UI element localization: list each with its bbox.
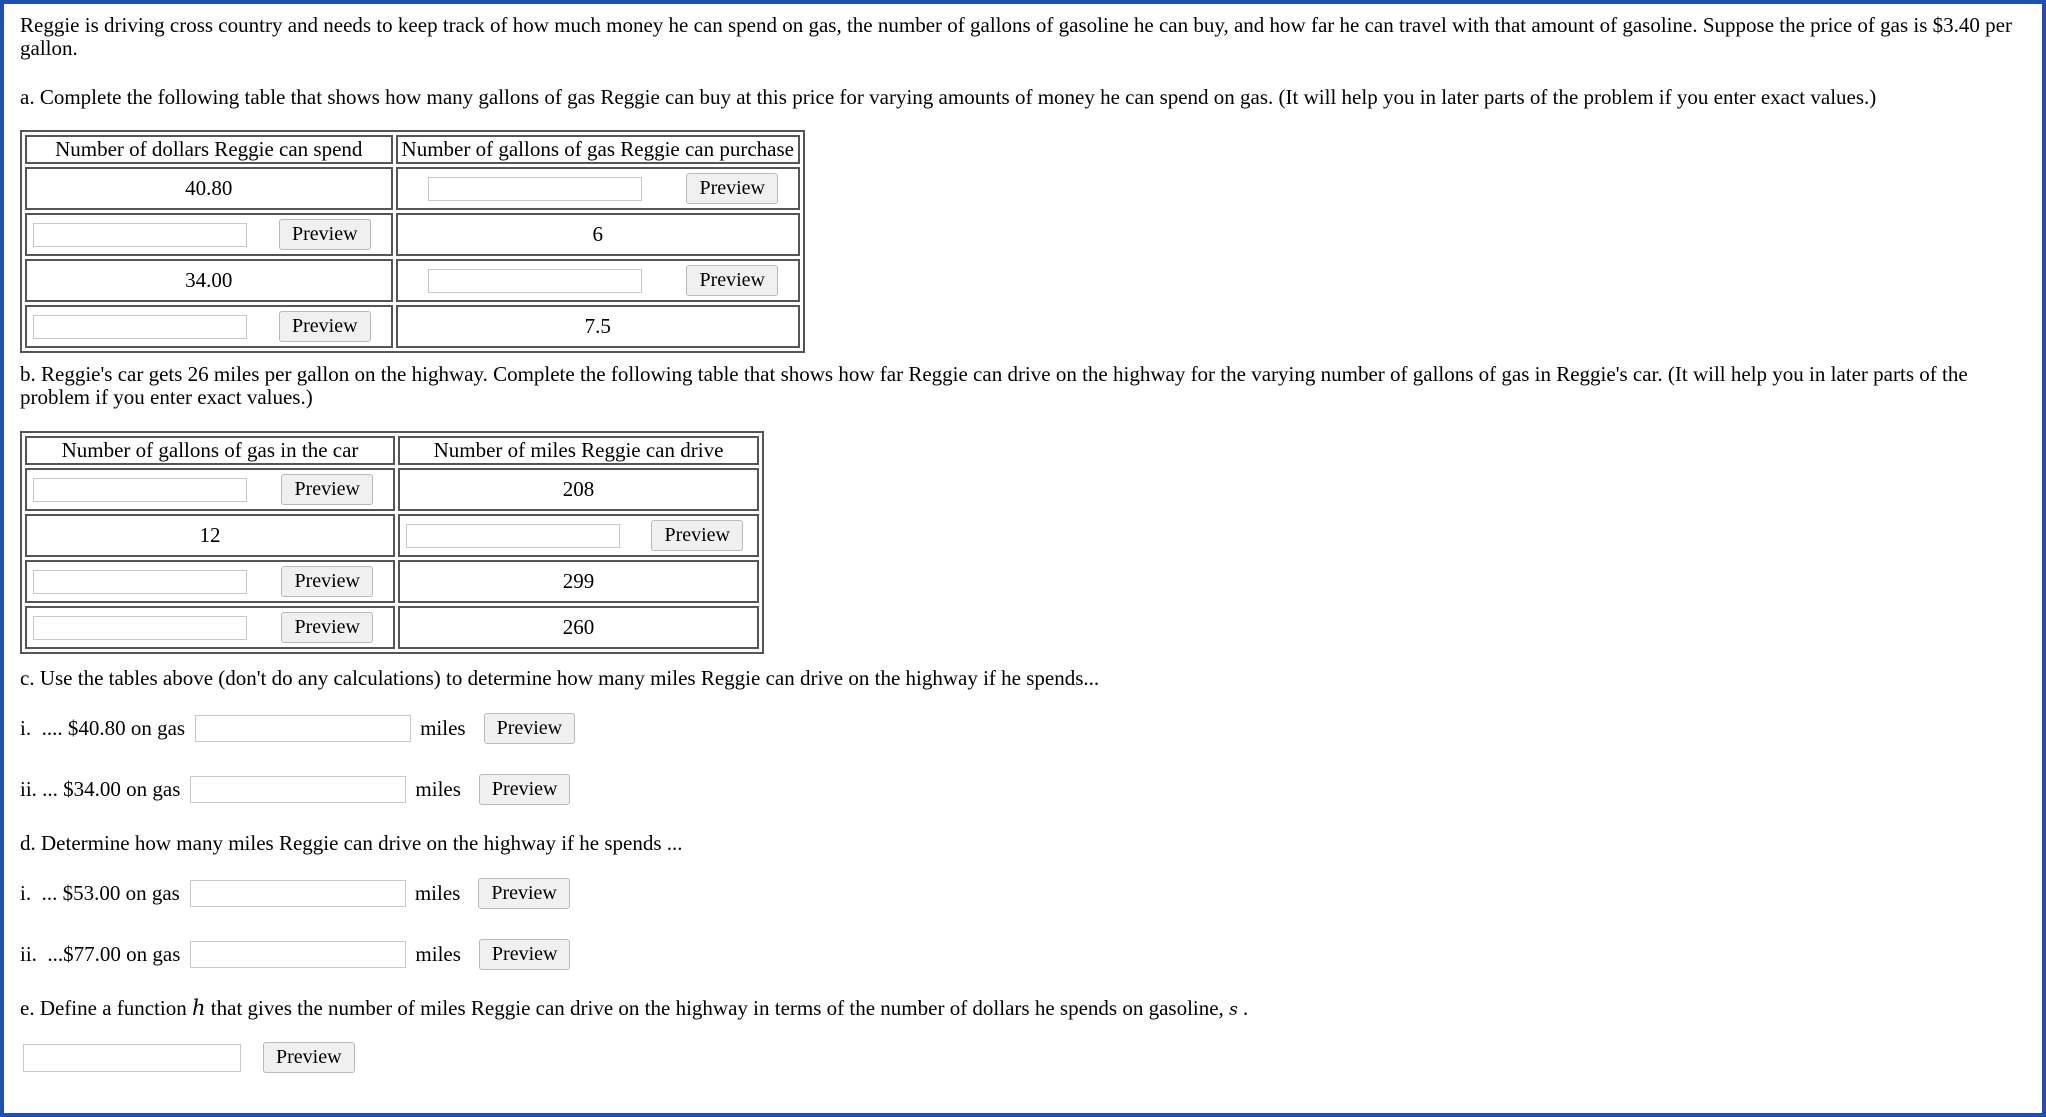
part-c-item-2	[20, 774, 570, 805]
part-e-text-end: .	[1237, 996, 1249, 1020]
preview-button[interactable]: Preview	[651, 520, 743, 551]
table-row	[25, 213, 800, 256]
miles-input[interactable]	[190, 941, 406, 968]
preview-button[interactable]: Preview	[281, 612, 373, 643]
answer-input[interactable]	[33, 315, 247, 339]
preview-button[interactable]: Preview	[479, 939, 571, 970]
part-d-text: d. Determine how many miles Reggie can drive on the highway if he spends ...	[20, 831, 683, 855]
part-e-answer	[20, 1042, 355, 1073]
preview-button[interactable]: Preview	[263, 1042, 355, 1073]
table-a	[20, 130, 805, 353]
preview-button[interactable]: Preview	[484, 713, 576, 744]
answer-input[interactable]	[428, 269, 642, 293]
part-e-text-before: e. Define a function	[20, 996, 193, 1020]
table-b-header-miles: Number of miles Reggie can drive	[398, 436, 759, 465]
table-row	[25, 560, 759, 603]
part-d-item-label: i. ... $53.00 on gas	[20, 881, 180, 905]
table-row	[25, 606, 759, 649]
table-b	[20, 431, 764, 654]
part-d-item-label: ii. ...$77.00 on gas	[20, 942, 181, 966]
part-c-item-label: ii. ... $34.00 on gas	[20, 777, 181, 801]
answer-input[interactable]	[428, 177, 642, 201]
table-a-cell-dollars: 34.00	[25, 259, 393, 302]
function-name-h: h	[192, 996, 206, 1020]
table-row	[25, 167, 800, 210]
table-b-cell-miles: 260	[398, 606, 759, 649]
miles-unit: miles	[415, 777, 461, 801]
answer-input[interactable]	[33, 616, 247, 640]
part-c-text: c. Use the tables above (don't do any calculations) to determine how many miles Reggie can drive on the highway if he spends...	[20, 666, 1100, 690]
part-c-item-1	[20, 713, 575, 744]
table-b-cell-miles: 208	[398, 468, 759, 511]
table-row	[25, 305, 800, 348]
miles-unit: miles	[415, 942, 461, 966]
preview-button[interactable]: Preview	[279, 219, 371, 250]
preview-button[interactable]: Preview	[479, 774, 571, 805]
table-a-header-dollars: Number of dollars Reggie can spend	[25, 135, 393, 164]
preview-button[interactable]: Preview	[281, 474, 373, 505]
part-a-text: a. Complete the following table that shows how many gallons of gas Reggie can buy at this price for varying amounts of money he can spend on gas. (It will help you in later parts of the problem if you enter exact values.)	[20, 85, 1877, 109]
problem-content	[20, 14, 2026, 109]
preview-button[interactable]: Preview	[279, 311, 371, 342]
miles-unit: miles	[414, 881, 461, 905]
part-d-item-2	[20, 939, 570, 970]
preview-button[interactable]: Preview	[478, 878, 570, 909]
answer-input[interactable]	[33, 570, 247, 594]
part-e-text-after: that gives the number of miles Reggie can drive on the highway in terms of the number of dollars he spends on gasoline,	[205, 996, 1230, 1020]
function-input[interactable]	[23, 1044, 241, 1072]
miles-unit: miles	[420, 716, 466, 740]
table-row	[25, 514, 759, 557]
miles-input[interactable]	[190, 776, 406, 803]
table-b-header-gallons: Number of gallons of gas in the car	[25, 436, 395, 465]
answer-input[interactable]	[406, 524, 620, 548]
preview-button[interactable]: Preview	[686, 173, 778, 204]
table-row	[25, 259, 800, 302]
answer-input[interactable]	[33, 223, 247, 247]
table-b-cell-gallons: 12	[25, 514, 395, 557]
table-a-cell-gallons: 6	[396, 213, 800, 256]
intro-text: Reggie is driving cross country and needs to keep track of how much money he can spend on gas, the number of gallons of gasoline he can buy, and how far he can travel with that amount of gasoline. Suppose the price of gas is $3.40 per gallon.	[20, 13, 2012, 60]
miles-input[interactable]	[190, 880, 406, 907]
table-b-cell-miles: 299	[398, 560, 759, 603]
variable-s: s	[1229, 1000, 1238, 1020]
table-a-cell-dollars: 40.80	[25, 167, 393, 210]
part-c-item-label: i. .... $40.80 on gas	[20, 716, 186, 740]
preview-button[interactable]: Preview	[686, 265, 778, 296]
table-row	[25, 468, 759, 511]
table-a-header-gallons: Number of gallons of gas Reggie can purchase	[396, 135, 800, 164]
part-d-item-1	[20, 878, 570, 909]
miles-input[interactable]	[195, 715, 411, 742]
answer-input[interactable]	[33, 478, 247, 502]
preview-button[interactable]: Preview	[281, 566, 373, 597]
part-e-text	[20, 997, 1248, 1022]
table-a-cell-gallons: 7.5	[396, 305, 800, 348]
part-b-text: b. Reggie's car gets 26 miles per gallon on the highway. Complete the following table that shows how far Reggie can drive on the highway for the varying number of gallons of gas in Reggie's car. (It will help you in later parts of the problem if you enter exact values.)	[20, 362, 1968, 409]
